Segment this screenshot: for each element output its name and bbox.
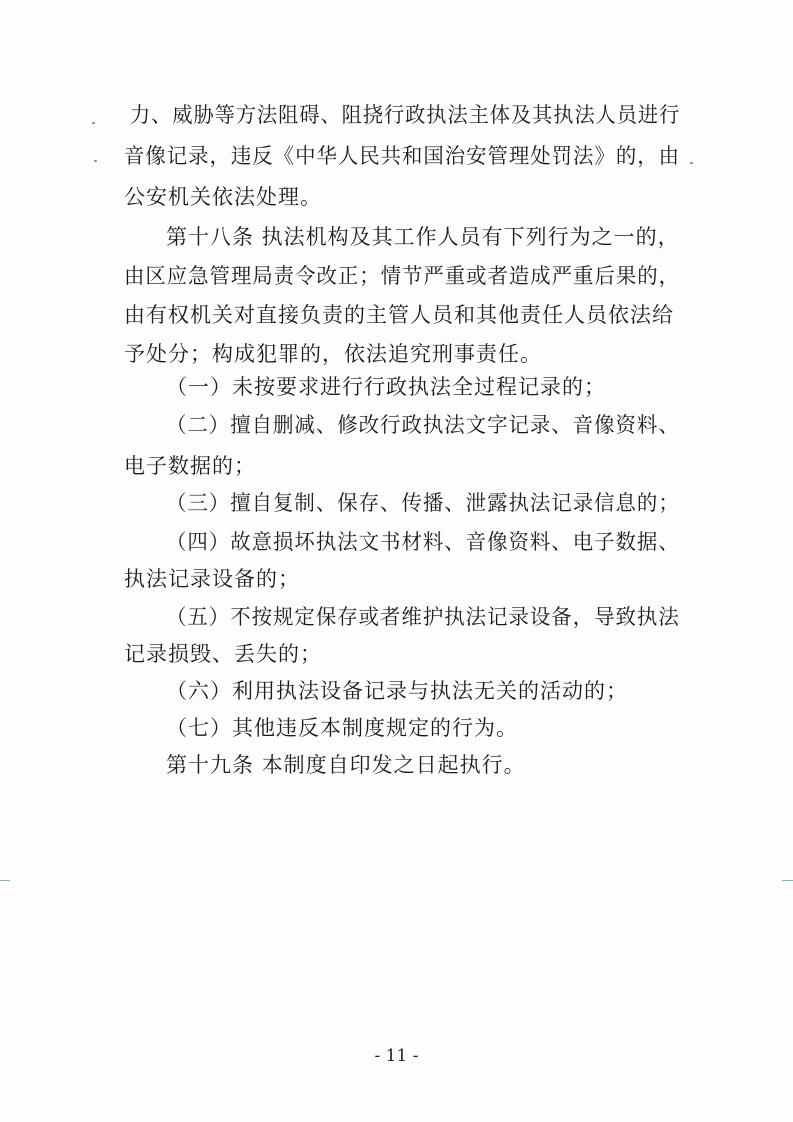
paragraph-line: 力、威胁等方法阻碍、阻挠行政执法主体及其执法人员进行 <box>130 103 681 127</box>
article-18-heading: 第十八条 执法机构及其工作人员有下列行为之一的， <box>166 225 680 249</box>
paragraph-line: 公安机关依法处理。 <box>124 185 322 209</box>
list-item-1: （一）未按要求进行行政执法全过程记录的； <box>166 375 606 399</box>
paragraph-line: 予处分；构成犯罪的，依法追究刑事责任。 <box>124 342 542 366</box>
paragraph-line: 记录损毁、丢失的； <box>124 642 322 666</box>
scan-speck <box>92 122 95 124</box>
scan-speck <box>94 160 97 162</box>
list-item-4: （四）故意损坏执法文书材料、音像资料、电子数据、 <box>166 530 680 554</box>
list-item-3: （三）擅自复制、保存、传播、泄露执法记录信息的； <box>166 491 680 515</box>
paragraph-line: 音像记录，违反《中华人民共和国治安管理处罚法》的，由 <box>124 144 680 168</box>
list-item-5: （五）不按规定保存或者维护执法记录设备，导致执法 <box>166 605 680 629</box>
scan-edge-mark <box>0 880 10 881</box>
list-item-2: （二）擅自删减、修改行政执法文字记录、音像资料、 <box>166 413 680 437</box>
page-number: - 11 - <box>374 1046 419 1066</box>
scan-edge-mark <box>782 880 793 881</box>
paragraph-line: 由区应急管理局责令改正；情节严重或者造成严重后果的， <box>124 264 680 288</box>
article-19-heading: 第十九条 本制度自印发之日起执行。 <box>166 753 526 777</box>
paragraph-line: 执法记录设备的； <box>124 567 300 591</box>
paragraph-line: 电子数据的； <box>124 454 256 478</box>
paragraph-line: 由有权机关对直接负责的主管人员和其他责任人员依法给 <box>124 303 674 327</box>
list-item-7: （七）其他违反本制度规定的行为。 <box>166 716 518 740</box>
list-item-6: （六）利用执法设备记录与执法无关的活动的； <box>166 679 628 703</box>
scan-speck <box>690 162 693 164</box>
